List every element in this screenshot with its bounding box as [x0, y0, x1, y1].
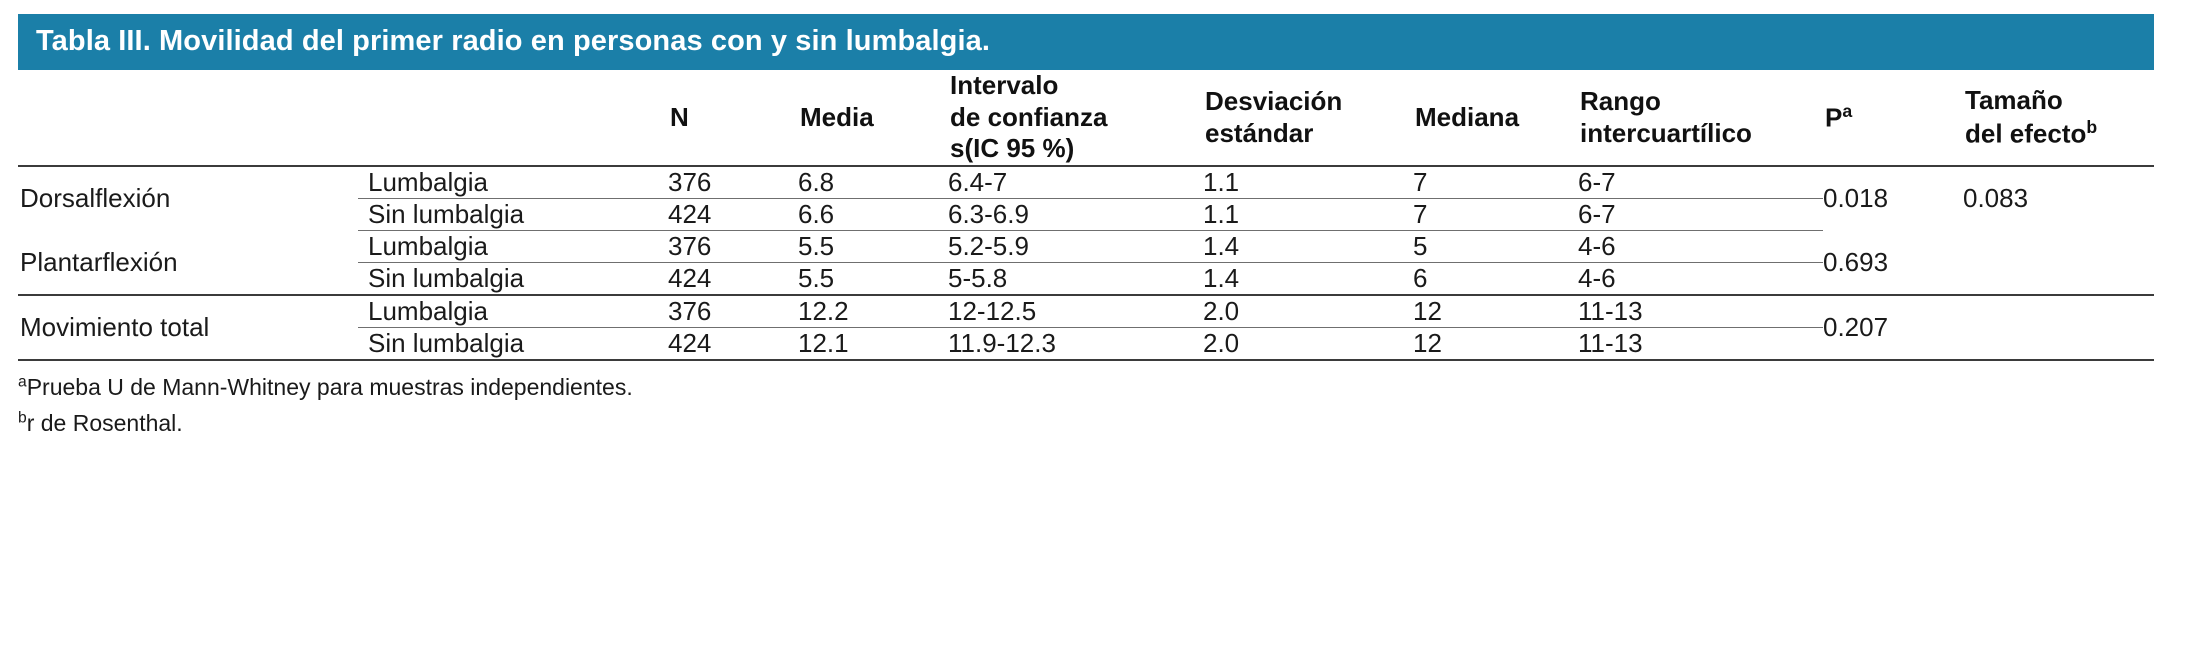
cell-ic: 5.2-5.9 — [948, 231, 1203, 263]
table-container — [18, 14, 2154, 359]
footnote-item — [18, 371, 2196, 404]
cell-ic: 6.3-6.9 — [948, 199, 1203, 231]
footnote-marker: a — [18, 373, 27, 391]
cell-mediana: 5 — [1413, 231, 1578, 263]
cell-media: 12.2 — [798, 295, 948, 328]
footnote-text: Prueba U de Mann-Whitney para muestras independientes. — [26, 374, 633, 401]
header-sd-line2: estándar — [1205, 117, 1314, 148]
group-label-dorsalflexion: Dorsalflexión — [18, 166, 358, 231]
table-header — [18, 70, 2154, 166]
header-standard-deviation — [1203, 70, 1413, 166]
header-p-label: P — [1825, 102, 1843, 133]
cell-mediana: 7 — [1413, 166, 1578, 199]
subgroup-label: Lumbalgia — [358, 166, 668, 199]
cell-sd: 1.4 — [1203, 231, 1413, 263]
table-row — [18, 166, 2154, 199]
footnote-marker: b — [18, 408, 27, 426]
table-body — [18, 166, 2154, 359]
cell-ic: 12-12.5 — [948, 295, 1203, 328]
cell-effect-size: 0.083 — [1963, 166, 2154, 231]
cell-mediana: 12 — [1413, 295, 1578, 328]
table-bottom-rule — [18, 359, 2154, 361]
cell-sd: 1.1 — [1203, 166, 1413, 199]
header-effect-superscript: b — [2086, 116, 2098, 137]
cell-media: 6.8 — [798, 166, 948, 199]
group-label-movimiento-total: Movimiento total — [18, 295, 358, 359]
cell-n: 424 — [668, 199, 798, 231]
cell-sd: 1.1 — [1203, 199, 1413, 231]
cell-media: 12.1 — [798, 328, 948, 360]
header-ic-line1: Intervalo — [950, 70, 1059, 100]
header-riq-line2: intercuartílico — [1580, 117, 1752, 148]
cell-p-value: 0.018 — [1823, 166, 1963, 231]
header-confidence-interval — [948, 70, 1203, 166]
header-p-superscript: a — [1842, 100, 1853, 121]
cell-n: 376 — [668, 231, 798, 263]
footnote-item — [18, 407, 2196, 440]
subgroup-label: Sin lumbalgia — [358, 263, 668, 296]
header-sd-line1: Desviación — [1205, 85, 1343, 116]
cell-n: 424 — [668, 328, 798, 360]
subgroup-label: Lumbalgia — [358, 231, 668, 263]
header-p-value — [1823, 70, 1963, 166]
cell-media: 6.6 — [798, 199, 948, 231]
cell-sd: 2.0 — [1203, 328, 1413, 360]
cell-media: 5.5 — [798, 263, 948, 296]
header-interquartile-range — [1578, 70, 1823, 166]
group-label-plantarflexion: Plantarflexión — [20, 246, 178, 277]
subgroup-label: Lumbalgia — [358, 295, 668, 328]
table-title: Tabla III. Movilidad del primer radio en personas con y sin lumbalgia. — [18, 14, 2154, 70]
cell-ic: 6.4-7 — [948, 166, 1203, 199]
header-group — [18, 70, 358, 166]
header-n: N — [670, 101, 689, 132]
cell-riq: 11-13 — [1578, 328, 1823, 360]
cell-riq: 6-7 — [1578, 166, 1823, 199]
header-ic-line3: s(IC 95 %) — [950, 133, 1075, 164]
header-subgroup — [358, 70, 668, 166]
cell-n: 376 — [668, 295, 798, 328]
header-effect-line2: del efecto — [1965, 118, 2087, 149]
header-media: Media — [800, 101, 874, 132]
header-riq-line1: Rango — [1580, 85, 1661, 116]
cell-mediana: 12 — [1413, 328, 1578, 360]
cell-sd: 1.4 — [1203, 263, 1413, 296]
header-row — [18, 70, 2154, 166]
cell-n: 424 — [668, 263, 798, 296]
header-median: Mediana — [1415, 101, 1520, 132]
header-ic-line2: de confianza — [950, 101, 1108, 132]
table-row — [18, 231, 2154, 263]
cell-p-value: 0.207 — [1823, 295, 1963, 359]
cell-p-value: 0.693 — [1823, 246, 1889, 277]
header-effect-size — [1963, 70, 2154, 166]
subgroup-label: Sin lumbalgia — [358, 199, 668, 231]
table-row — [18, 295, 2154, 328]
cell-riq: 6-7 — [1578, 199, 1823, 231]
footnotes — [18, 371, 2196, 440]
header-effect-line1: Tamaño — [1965, 85, 2063, 116]
cell-riq: 4-6 — [1578, 231, 1823, 263]
footnote-text: r de Rosenthal. — [26, 409, 183, 436]
cell-ic: 5-5.8 — [948, 263, 1203, 296]
cell-riq: 4-6 — [1578, 263, 1823, 296]
mobility-data-table — [18, 70, 2154, 359]
cell-ic: 11.9-12.3 — [948, 328, 1203, 360]
cell-mediana: 7 — [1413, 199, 1578, 231]
cell-effect-size — [1963, 295, 2154, 359]
cell-n: 376 — [668, 166, 798, 199]
subgroup-label: Sin lumbalgia — [358, 328, 668, 360]
cell-sd: 2.0 — [1203, 295, 1413, 328]
cell-mediana: 6 — [1413, 263, 1578, 296]
cell-media: 5.5 — [798, 231, 948, 263]
cell-riq: 11-13 — [1578, 295, 1823, 328]
cell-effect-size — [1963, 231, 2154, 296]
